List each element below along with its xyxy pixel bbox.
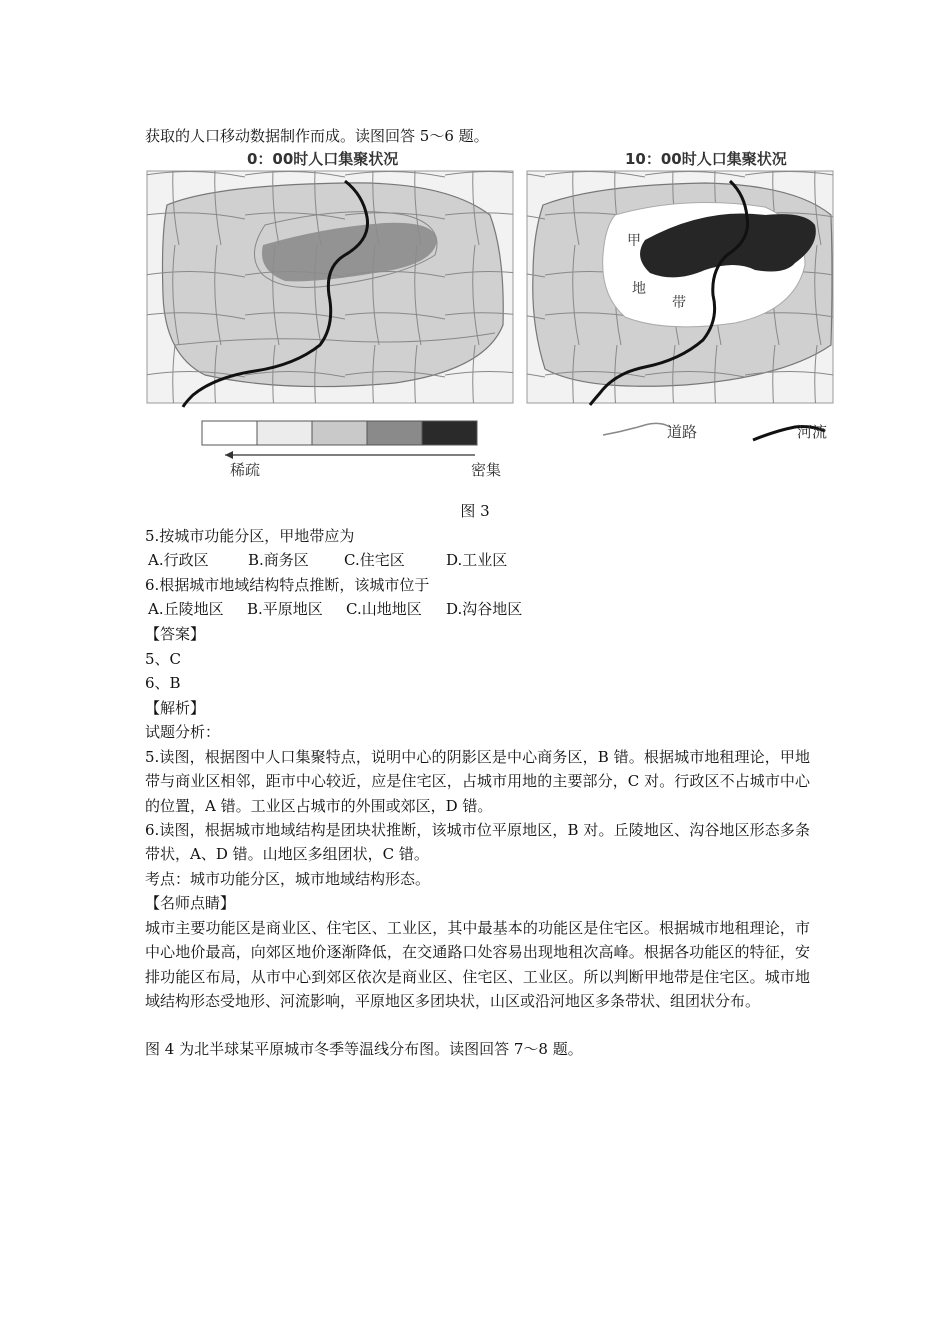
legend-sparse-label: 稀疏 [230,461,261,479]
map-left [147,171,513,407]
answer-6: 6、B [145,674,181,692]
legend-swatch-2 [257,421,312,445]
legend-swatch-4 [367,421,422,445]
intro-line: 获取的人口移动数据制作而成。读图回答 5～6 题。 [145,127,489,145]
legend-dense-label: 密集 [471,461,502,479]
map-right [527,171,833,405]
next-question-line: 图 4 为北半球某平原城市冬季等温线分布图。读图回答 7～8 题。 [145,1040,583,1058]
analysis-header: 【解析】 [145,699,206,717]
question-6-stem: 6.根据城市地域结构特点推断，该城市位于 [145,576,430,594]
analysis-intro: 试题分析： [145,723,221,741]
teacher-header: 【名师点睛】 [145,894,236,912]
q5-option-a: A.行政区 [148,551,209,569]
kaodian-line: 考点：城市功能分区，城市地域结构形态。 [145,870,431,888]
q5-option-b: B.商务区 [248,551,309,569]
question-6-options [148,597,522,621]
q5-option-c: C.住宅区 [344,551,405,569]
legend-swatch-1 [202,421,257,445]
density-legend [202,421,477,459]
analysis-5: 5.读图，根据图中人口集聚特点，说明中心的阴影区是中心商务区，B 错。根据城市地租理论，甲地带与商业区相邻，距市中心较近，应是住宅区，占城市用地的主要部分，C 对。行政区不占城市中心的位置，A 错。工业区占城市的外围或郊区，D 错。 [145,748,810,815]
region-label-3: 带 [672,295,686,311]
answer-header: 【答案】 [145,625,206,643]
region-label-1: 甲 [627,233,641,249]
q6-option-d: D.沟谷地区 [446,600,523,618]
q6-option-b: B.平原地区 [247,600,323,618]
legend-swatch-5 [422,421,477,445]
road-legend-line [603,423,670,435]
question-5-options [148,548,507,572]
analysis-6: 6.读图，根据城市地域结构是团块状推断，该城市位平原地区，B 对。丘陵地区、沟谷地区形态多条带状，A、D 错。山地区多组团状，C 错。 [145,821,810,864]
legend-road-label: 道路 [667,423,698,441]
teacher-text: 城市主要功能区是商业区、住宅区、工业区，其中最基本的功能区是住宅区。根据城市地租理论，市中心地价最高，向郊区地价逐渐降低，在交通路口处容易出现地租次高峰。根据各功能区的特征，安排功能区布局，从市中心到郊区依次是商业区、住宅区、工业区。所以判断甲地带是住宅区。城市地域结构形态受地形、河流影响，平原地区多团块状，山区或沿河地区多条带状、组团状分布。 [145,919,810,1010]
q6-option-c: C.山地地区 [346,600,422,618]
region-label-2: 地 [632,281,646,297]
q6-option-a: A.丘陵地区 [148,600,224,618]
question-5-stem: 5.按城市功能分区，甲地带应为 [145,527,355,545]
figure-graphics [145,145,835,485]
map-right-title: 10：00时人口集聚状况 [625,150,787,168]
answer-5: 5、C [145,650,182,668]
figure-3 [145,145,835,485]
figure-caption: 图 3 [460,502,490,520]
legend-swatch-3 [312,421,367,445]
map-left-title: 0：00时人口集聚状况 [247,150,399,168]
q5-option-d: D.工业区 [446,551,508,569]
legend-river-label: 河流 [797,423,828,441]
